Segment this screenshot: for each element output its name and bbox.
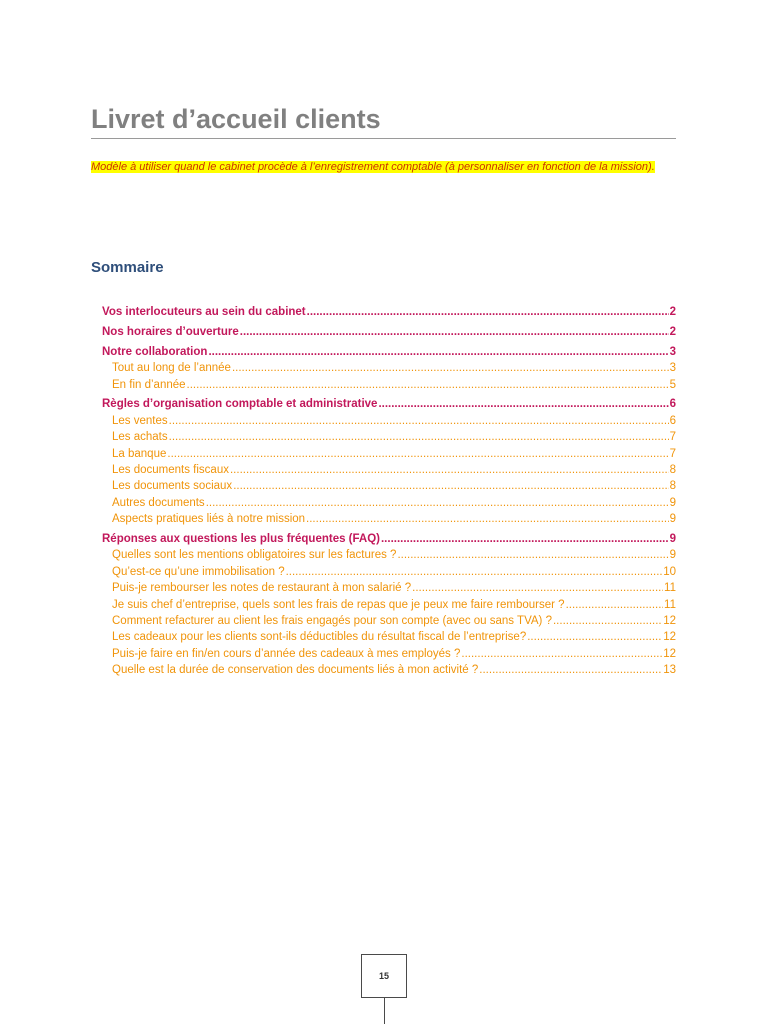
toc-page-number: 9 (669, 496, 676, 509)
toc-page-number: 2 (669, 325, 676, 338)
toc-dot-leader (206, 495, 669, 511)
page-number-connector-line (384, 997, 385, 1024)
toc-dot-leader (553, 613, 662, 629)
toc-subsection-link[interactable] (102, 613, 676, 629)
toc-entry-title: Notre collaboration (102, 345, 208, 358)
toc-entry-title: Vos interlocuteurs au sein du cabinet (102, 306, 306, 318)
toc-dot-leader (286, 564, 663, 580)
toc-entry-title: La banque (112, 447, 167, 460)
toc-entry-title: Quelle est la durée de conservation des documents liés à mon activité ? (112, 664, 479, 677)
toc-entry-title: Les documents fiscaux (112, 464, 229, 477)
toc-entry-title: Puis-je faire en fin/en cours d’année des cadeaux à mes employés ? (112, 647, 461, 660)
toc-dot-leader (240, 324, 669, 340)
page-title: Livret d’accueil clients (91, 104, 381, 134)
toc-entry-title: En fin d’année (112, 378, 186, 391)
toc-page-number: 9 (669, 549, 676, 562)
toc-page-number: 7 (669, 431, 676, 444)
toc-section-link[interactable] (102, 304, 676, 320)
toc-page-number: 10 (663, 565, 676, 578)
toc-dot-leader (187, 377, 669, 393)
toc-subsection-link[interactable] (102, 511, 676, 527)
toc-entry-title: Je suis chef d’entreprise, quels sont les frais de repas que je peux me faire rembourser ? (112, 598, 565, 611)
toc-subsection-link[interactable] (102, 580, 676, 596)
toc-entry-title: Comment refacturer au client les frais engagés pour son compte (avec ou sans TVA) ? (112, 615, 552, 628)
toc-page-number: 7 (669, 447, 676, 460)
toc-dot-leader (169, 413, 669, 429)
toc-entry-title: Autres documents (112, 496, 205, 509)
toc-section-link[interactable] (102, 396, 676, 412)
toc-subsection-link[interactable] (102, 547, 676, 563)
toc-entry-title: Aspects pratiques liés à notre mission (112, 513, 306, 526)
toc-section-link[interactable] (102, 531, 676, 547)
title-underline (91, 138, 676, 139)
toc-page-number: 12 (663, 631, 676, 644)
highlighted-note-text: Modèle à utiliser quand le cabinet procède à l’enregistrement comptable (à personnaliser en fonction de la mission). (91, 161, 655, 173)
toc-subsection-link[interactable] (102, 429, 676, 445)
toc-subsection-link[interactable] (102, 646, 676, 662)
toc-dot-leader (479, 662, 662, 678)
toc-subsection-link[interactable] (102, 662, 676, 678)
toc-subsection-link[interactable] (102, 377, 676, 393)
toc-page-number: 11 (664, 582, 676, 595)
toc-dot-leader (233, 478, 668, 494)
toc-dot-leader (230, 462, 669, 478)
toc-dot-leader (208, 344, 668, 360)
toc-page-number: 6 (669, 414, 676, 427)
toc-page-number: 6 (669, 398, 676, 411)
toc-dot-leader (169, 429, 669, 445)
toc-dot-leader (378, 396, 668, 412)
toc-dot-leader (232, 360, 669, 376)
toc-entry-title: Règles d’organisation comptable et administrative (102, 398, 378, 411)
toc-page-number: 8 (669, 480, 676, 493)
toc-page-number: 9 (669, 513, 676, 526)
toc-subsection-link[interactable] (102, 462, 676, 478)
toc-entry-title: Nos horaires d’ouverture (102, 325, 239, 338)
toc-dot-leader (307, 304, 669, 320)
toc-subsection-link[interactable] (102, 597, 676, 613)
toc-entry-title: Les cadeaux pour les clients sont-ils déductibles du résultat fiscal de l’entreprise? (112, 631, 527, 644)
toc-page-number: 3 (669, 362, 676, 375)
toc-page-number: 11 (664, 598, 676, 611)
toc-page-number: 3 (669, 345, 676, 358)
toc-entry-title: Réponses aux questions les plus fréquentes (FAQ) (102, 533, 380, 546)
toc-section-link[interactable] (102, 344, 676, 360)
toc-page-number: 12 (663, 615, 676, 628)
toc-dot-leader (306, 511, 669, 527)
toc-subsection-link[interactable] (102, 478, 676, 494)
toc-page-number: 2 (669, 306, 676, 318)
toc-page-number: 12 (663, 647, 676, 660)
toc-page-number: 13 (663, 664, 676, 677)
table-of-contents (102, 304, 676, 679)
toc-dot-leader (566, 597, 663, 613)
summary-heading: Sommaire (91, 259, 164, 276)
page-number-box (361, 954, 407, 998)
page-number: 15 (378, 971, 389, 981)
toc-subsection-link[interactable] (102, 360, 676, 376)
toc-entry-title: Tout au long de l’année (112, 362, 231, 375)
template-note (91, 160, 676, 176)
toc-page-number: 8 (669, 464, 676, 477)
toc-page-number: 9 (669, 533, 676, 546)
toc-subsection-link[interactable] (102, 446, 676, 462)
toc-section-link[interactable] (102, 324, 676, 340)
toc-entry-title: Qu’est-ce qu’une immobilisation ? (112, 565, 285, 578)
toc-entry-title: Quelles sont les mentions obligatoires sur les factures ? (112, 549, 397, 562)
toc-entry-title: Les achats (112, 431, 168, 444)
toc-dot-leader (461, 646, 662, 662)
toc-page-number: 5 (669, 378, 676, 391)
toc-subsection-link[interactable] (102, 564, 676, 580)
toc-subsection-link[interactable] (102, 495, 676, 511)
toc-dot-leader (397, 547, 668, 563)
toc-dot-leader (412, 580, 663, 596)
toc-dot-leader (381, 531, 669, 547)
toc-subsection-link[interactable] (102, 413, 676, 429)
toc-dot-leader (167, 446, 668, 462)
toc-entry-title: Les ventes (112, 414, 168, 427)
toc-entry-title: Les documents sociaux (112, 480, 233, 493)
toc-entry-title: Puis-je rembourser les notes de restaurant à mon salarié ? (112, 582, 412, 595)
toc-subsection-link[interactable] (102, 629, 676, 645)
toc-dot-leader (527, 629, 662, 645)
